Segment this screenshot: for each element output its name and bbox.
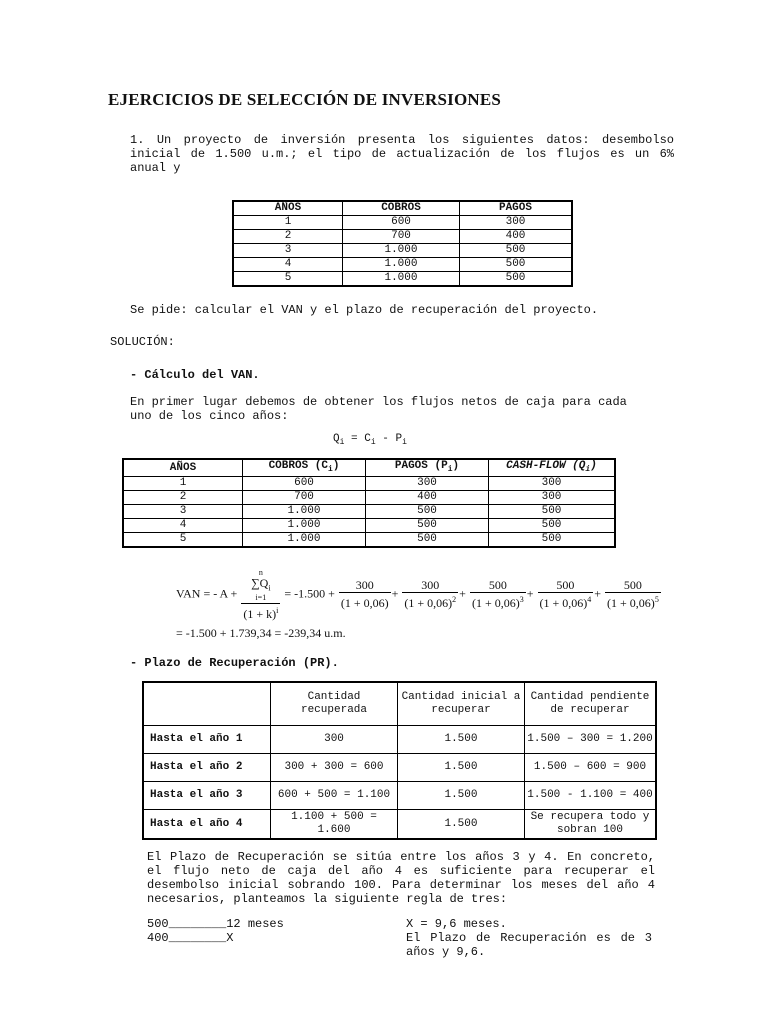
column-header: Cantidad inicial a recuperar [398,682,525,726]
formula-symbol: = [351,433,358,445]
table-cell: 500 [366,533,489,548]
table-row [233,230,572,244]
table-cell: 1.500 [398,810,525,840]
table-cell: 300 [489,491,616,505]
van-term: $\frac{500}{(1 + 0,06)^5}$ [607,578,659,611]
table-cell: 500 [460,258,573,272]
column-header: PAGOS $(P_i)$ [366,459,489,477]
table-cell: 500 [460,272,573,287]
formula-subscript: i [370,438,376,448]
table-cell: 1.500 – 300 = 1.200 [525,726,657,754]
table-cell: 500 [489,519,616,533]
van-term: $\frac{300}{(1 + 0,06)^2}$ [404,578,457,611]
column-header: Cantidad recuperada [271,682,398,726]
page-title: EJERCICIOS DE SELECCIÓN DE INVERSIONES [108,90,502,109]
cash-flow-table [122,458,616,548]
table-row [143,726,656,754]
row-header: Hasta el año 1 [143,726,271,754]
table-cell: 1.000 [243,533,366,548]
table-cell: 300 + 300 = 600 [271,754,398,782]
pr-explanation: El Plazo de Recuperación se sitúa entre los años 3 y 4. En concreto, el flujo neto de caja del año 4 es suficiente para recuperar el desembolso inicial sobrando 100. Para determinar los meses del año 4 necesarios, planteamos la siguiente regla de tres: [147,850,663,906]
table-cell: 400 [366,491,489,505]
table-cell: 4 [233,258,343,272]
table-cell: 300 [489,477,616,491]
table-cell: 1.000 [343,244,460,258]
table-header-row [143,682,656,726]
table-cell: 1.500 [398,754,525,782]
row-header: Hasta el año 2 [143,754,271,782]
column-header: COBROS [343,201,460,216]
table-row [143,782,656,810]
table-cell: 5 [123,533,243,548]
table-cell: 500 [460,244,573,258]
table-cell: 3 [123,505,243,519]
sum-denominator: (1 + k) [243,607,277,622]
row-header: Hasta el año 3 [143,782,271,810]
table-row [233,258,572,272]
sum-symbol: ∑ [251,576,260,590]
sum-lower: i=1 [255,593,267,603]
column-header: AÑOS [233,201,343,216]
table-cell: 1.100 + 500 = 1.600 [271,810,398,840]
table-cell: 600 [343,216,460,230]
x-result: X = 9,6 meses. [406,917,507,931]
table-cell: 700 [243,491,366,505]
table-cell: 1.000 [243,519,366,533]
intro-text: 1. Un proyecto de inversión presenta los siguientes datos: desembolso inicial de 1.500 u.m.; el tipo de actualización de los flujos es un 6% anual y [130,133,682,175]
column-header [143,682,271,726]
formula-eq: = -1.500 + [284,586,335,601]
solution-label: SOLUCIÓN: [110,335,175,349]
column-header: Cantidad pendiente de recuperar [525,682,657,726]
table-header-row [123,459,615,477]
table-cell: 1.500 [398,782,525,810]
sum-q: Q [259,576,269,590]
table-cell: 500 [489,533,616,548]
table-row [143,754,656,782]
van-term: $\frac{300}{(1 + 0,06)}$ [340,578,389,611]
van-heading: - Cálculo del VAN. [130,368,260,382]
table-cell: 300 [366,477,489,491]
table-row [233,244,572,258]
formula-subscript: i [402,438,407,448]
pr-conclusion: El Plazo de Recuperación es de 3 años y 9,6. [406,931,660,959]
formula-subscript: i [339,438,345,448]
formula-symbol: - [382,433,389,445]
table-cell: 500 [489,505,616,519]
table-cell: 1.500 - 1.100 = 400 [525,782,657,810]
table-cell: 400 [460,230,573,244]
pr-heading: - Plazo de Recuperación (PR). [130,656,339,670]
rule-line-1: 500________12 meses [147,917,284,931]
formula-symbol: Q [333,433,340,445]
sum-upper: n [258,568,263,577]
table-cell: 700 [343,230,460,244]
table-cell: 300 [460,216,573,230]
table-cell: 1.000 [343,258,460,272]
table-cell: 2 [123,491,243,505]
table-cell: 600 [243,477,366,491]
table-cell: 1 [123,477,243,491]
table-cell: 1.500 – 600 = 900 [525,754,657,782]
table-cell: 500 [366,519,489,533]
table-row [123,477,615,491]
formula-symbol: P [395,433,403,445]
table-cell: 1.000 [343,272,460,287]
van-text: En primer lugar debemos de obtener los flujos netos de caja para cada uno de los cinco años: [130,395,635,423]
table-cell: 1.000 [243,505,366,519]
table-cell: 600 + 500 = 1.100 [271,782,398,810]
table-cell: Se recupera todo y sobran 100 [525,810,657,840]
van-formula: VAN = - A + n $\sum Q_i$ i=1 $(1 + k)^i$ = -1.500 + $\frac{300}{(1 + 0,06)}$ + $\frac{300}{(1 + 0,06)^2}$ + $\frac{500}{(1 + 0,06)^3}$ + $\frac{500}{(1 + 0,06)^4}$ + $\frac{500}{(1 + 0,06)^5}$ [176,568,659,622]
table-cell: 500 [366,505,489,519]
table-cell: 4 [123,519,243,533]
column-header: CASH-FLOW $(Q_i)$ [489,459,616,477]
van-term: $\frac{500}{(1 + 0,06)^3}$ [471,578,524,611]
table-cell: 2 [233,230,343,244]
table-row [123,491,615,505]
table-cell: 300 [271,726,398,754]
formula-lhs: VAN = - A + [176,586,238,601]
table-row [233,216,572,230]
formula-symbol: C [364,433,371,445]
sum-fraction: n $\sum Q_i$ i=1 $(1 + k)^i$ [243,568,279,622]
table-header-row [233,201,572,216]
cash-flow-formula [333,433,407,447]
question-text: Se pide: calcular el VAN y el plazo de recuperación del proyecto. [130,303,599,317]
table-cell: 3 [233,244,343,258]
column-header: COBROS $(C_i)$ [243,459,366,477]
column-header: PAGOS [460,201,573,216]
table-cell: 5 [233,272,343,287]
column-header: AÑOS [123,459,243,477]
cobros-pagos-table [232,200,573,287]
van-term: $\frac{500}{(1 + 0,06)^4}$ [539,578,592,611]
table-row [123,519,615,533]
table-row [233,272,572,287]
table-row [143,810,656,840]
recovery-table [142,681,657,840]
van-result: = -1.500 + 1.739,34 = -239,34 u.m. [176,626,346,640]
table-cell: 1.500 [398,726,525,754]
table-row [123,505,615,519]
table-cell: 1 [233,216,343,230]
table-row [123,533,615,548]
row-header: Hasta el año 4 [143,810,271,840]
rule-line-2: 400________X [147,931,234,945]
